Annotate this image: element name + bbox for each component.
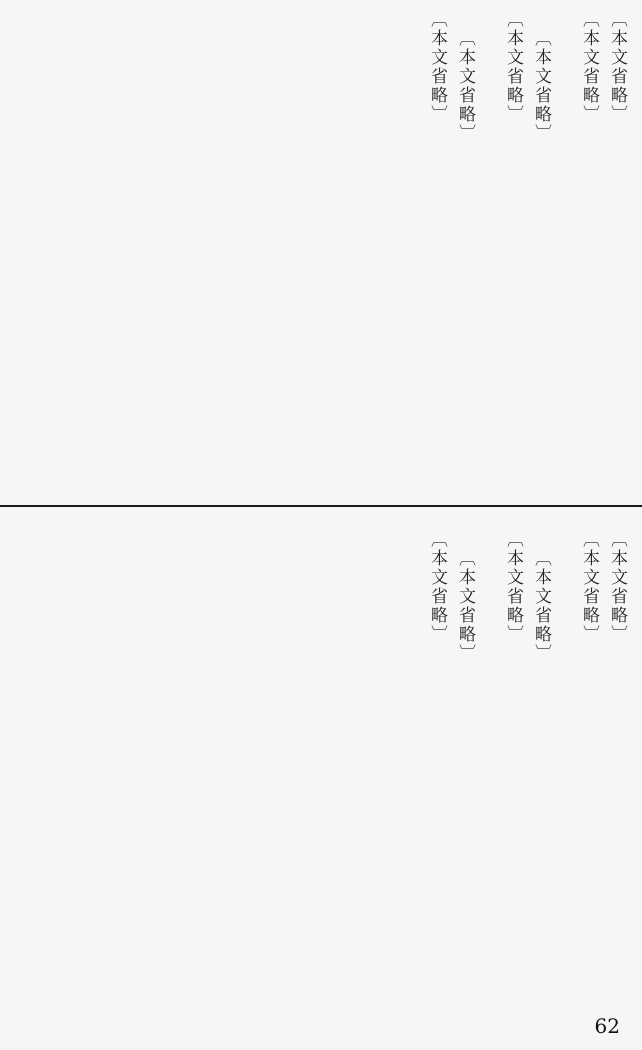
column-gap [482, 530, 496, 990]
text-column: 〔本文省略〕 [531, 29, 551, 143]
text-column: 〔本文省略〕 [579, 530, 599, 644]
page-number: 62 [594, 1014, 620, 1038]
column-gap [482, 10, 496, 495]
text-column: 〔本文省略〕 [607, 530, 627, 644]
text-column: 〔本文省略〕 [427, 10, 447, 124]
text-column: 〔本文省略〕 [503, 530, 523, 644]
text-column: 〔本文省略〕 [579, 10, 599, 124]
column-gap [558, 530, 572, 990]
text-column: 〔本文省略〕 [455, 549, 475, 663]
text-column: 〔本文省略〕 [427, 530, 447, 644]
lower-text-block [14, 530, 628, 990]
column-gap [558, 10, 572, 495]
text-column: 〔本文省略〕 [503, 10, 523, 124]
text-column: 〔本文省略〕 [531, 549, 551, 663]
text-column: 〔本文省略〕 [455, 29, 475, 143]
upper-text-block [14, 10, 628, 495]
section-divider [0, 505, 642, 507]
text-column: 〔本文省略〕 [607, 10, 627, 124]
